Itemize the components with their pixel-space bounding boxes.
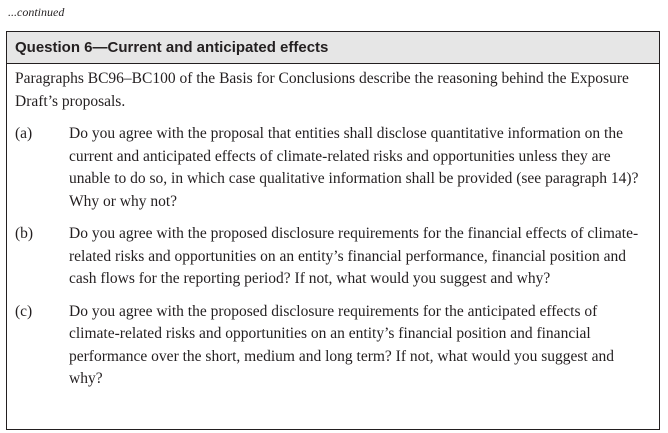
question-body [7,64,659,391]
continued-label: ...continued [8,5,65,19]
question-intro: Paragraphs BC96–BC100 of the Basis for Conclusions describe the reasoning behind the Exposure Draft’s proposals. [15,70,629,110]
item-text: Do you agree with the proposed disclosure requirements for the financial effects of climate-related risks and opportunities on an entity’s financial performance, financial position and cash flows for the reporting period? If not, what would you suggest and why? [69,225,639,287]
question-item-a [15,123,649,213]
item-text: Do you agree with the proposed disclosure requirements for the anticipated effects of climate-related risks and opportunities on an entity’s financial position and financial performance over the short, medium and long term? If not, what would you suggest and why? [69,302,614,387]
item-text: Do you agree with the proposal that entities shall disclose quantitative information on the current and anticipated effects of climate-related risks and opportunities unless they are unable to do so, in which case qualitative information shall be provided (see paragraph 14)? Why or why not? [69,125,639,210]
question-item-c [15,301,649,391]
question-title: Question 6—Current and anticipated effects [7,32,659,64]
item-label: (c) [15,302,33,320]
question-box [6,31,660,430]
question-item-b [15,223,649,291]
item-label: (a) [15,125,33,142]
item-label: (b) [15,225,34,242]
